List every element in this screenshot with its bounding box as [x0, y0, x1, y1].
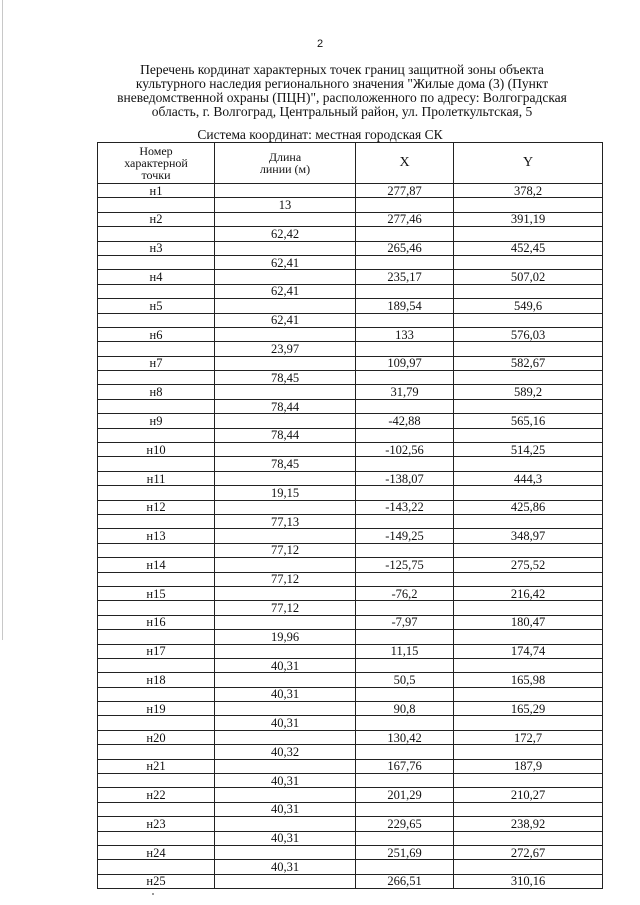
- x-coordinate-cell: [356, 399, 454, 413]
- table-row-length: [98, 774, 603, 788]
- point-number-cell: [98, 687, 215, 701]
- x-coordinate-cell: 265,46: [356, 241, 454, 255]
- x-coordinate-cell: -143,22: [356, 500, 454, 514]
- table-row-point: [98, 184, 603, 198]
- line-length-cell: [215, 615, 356, 629]
- y-coordinate-cell: [454, 802, 603, 816]
- table-row-point: [98, 471, 603, 485]
- x-coordinate-cell: -7,97: [356, 615, 454, 629]
- line-length-cell: [215, 730, 356, 744]
- line-length-cell: 62,42: [215, 227, 356, 241]
- point-number-cell: [98, 399, 215, 413]
- point-number-cell: [98, 514, 215, 528]
- table-row-length: [98, 313, 603, 327]
- point-number-cell: н11: [98, 471, 215, 485]
- x-coordinate-cell: [356, 514, 454, 528]
- line-length-cell: [215, 558, 356, 572]
- table-row-length: [98, 457, 603, 471]
- title-line: область, г. Волгоград, Центральный район, ул. Пролеткультская, 5: [151, 104, 533, 119]
- header-point-line: характерной: [124, 156, 188, 170]
- y-coordinate-cell: 275,52: [454, 558, 603, 572]
- table-row-length: [98, 802, 603, 816]
- x-coordinate-cell: [356, 255, 454, 269]
- header-y: Y: [454, 143, 603, 184]
- line-length-cell: [215, 874, 356, 888]
- line-length-cell: [215, 356, 356, 370]
- line-length-cell: [215, 299, 356, 313]
- point-number-cell: н6: [98, 327, 215, 341]
- y-coordinate-cell: 576,03: [454, 327, 603, 341]
- table-row-length: [98, 198, 603, 212]
- table-row-length: [98, 342, 603, 356]
- y-coordinate-cell: 582,67: [454, 356, 603, 370]
- line-length-cell: [215, 385, 356, 399]
- point-number-cell: н2: [98, 212, 215, 226]
- line-length-cell: 78,44: [215, 428, 356, 442]
- y-coordinate-cell: [454, 284, 603, 298]
- table-row-point: [98, 615, 603, 629]
- y-coordinate-cell: [454, 371, 603, 385]
- point-number-cell: н5: [98, 299, 215, 313]
- point-number-cell: [98, 428, 215, 442]
- table-row-length: [98, 543, 603, 557]
- y-coordinate-cell: [454, 514, 603, 528]
- y-coordinate-cell: [454, 745, 603, 759]
- y-coordinate-cell: 174,74: [454, 644, 603, 658]
- point-number-cell: [98, 342, 215, 356]
- point-number-cell: н21: [98, 759, 215, 773]
- line-length-cell: [215, 644, 356, 658]
- header-x: X: [356, 143, 454, 184]
- y-coordinate-cell: [454, 831, 603, 845]
- x-coordinate-cell: 130,42: [356, 730, 454, 744]
- y-coordinate-cell: 348,97: [454, 529, 603, 543]
- line-length-cell: 62,41: [215, 313, 356, 327]
- line-length-cell: [215, 702, 356, 716]
- y-coordinate-cell: [454, 313, 603, 327]
- x-coordinate-cell: [356, 371, 454, 385]
- x-coordinate-cell: [356, 342, 454, 356]
- point-number-cell: н7: [98, 356, 215, 370]
- point-number-cell: н15: [98, 586, 215, 600]
- x-coordinate-cell: [356, 745, 454, 759]
- point-number-cell: [98, 802, 215, 816]
- point-number-cell: [98, 227, 215, 241]
- table-row-point: [98, 730, 603, 744]
- y-coordinate-cell: 310,16: [454, 874, 603, 888]
- line-length-cell: 40,31: [215, 802, 356, 816]
- point-number-cell: [98, 371, 215, 385]
- title-line: вневедомственной охраны (ПЦН)", расположенного по адресу: Волгоградская: [117, 90, 567, 105]
- line-length-cell: [215, 270, 356, 284]
- table-row-length: [98, 831, 603, 845]
- title-line: Перечень кординат характерных точек границ защитной зоны объекта: [140, 62, 544, 77]
- table-row-length: [98, 486, 603, 500]
- table-row-length: [98, 658, 603, 672]
- line-length-cell: [215, 241, 356, 255]
- line-length-cell: [215, 327, 356, 341]
- x-coordinate-cell: -42,88: [356, 414, 454, 428]
- table-header-row: [98, 143, 603, 184]
- line-length-cell: [215, 443, 356, 457]
- y-coordinate-cell: 165,98: [454, 673, 603, 687]
- y-coordinate-cell: [454, 428, 603, 442]
- x-coordinate-cell: -149,25: [356, 529, 454, 543]
- x-coordinate-cell: [356, 284, 454, 298]
- table-row-point: [98, 845, 603, 859]
- line-length-cell: 77,13: [215, 514, 356, 528]
- x-coordinate-cell: [356, 802, 454, 816]
- x-coordinate-cell: -138,07: [356, 471, 454, 485]
- point-number-cell: н18: [98, 673, 215, 687]
- line-length-cell: 40,31: [215, 687, 356, 701]
- header-point-line: Номер: [139, 144, 173, 158]
- point-number-cell: [98, 572, 215, 586]
- y-coordinate-cell: 187,9: [454, 759, 603, 773]
- header-point-number: [98, 143, 215, 184]
- x-coordinate-cell: [356, 658, 454, 672]
- point-number-cell: н12: [98, 500, 215, 514]
- point-number-cell: н4: [98, 270, 215, 284]
- point-number-cell: [98, 716, 215, 730]
- table-row-point: [98, 443, 603, 457]
- header-point-line: точки: [141, 168, 171, 182]
- point-number-cell: [98, 486, 215, 500]
- line-length-cell: [215, 673, 356, 687]
- table-row-length: [98, 630, 603, 644]
- x-coordinate-cell: 90,8: [356, 702, 454, 716]
- point-number-cell: н14: [98, 558, 215, 572]
- title-line: культурного наследия регионального значения "Жилые дома (3) (Пункт: [135, 76, 549, 91]
- x-coordinate-cell: [356, 831, 454, 845]
- table-row-point: [98, 327, 603, 341]
- x-coordinate-cell: 189,54: [356, 299, 454, 313]
- table-row-length: [98, 514, 603, 528]
- x-coordinate-cell: [356, 630, 454, 644]
- x-coordinate-cell: [356, 543, 454, 557]
- line-length-cell: 78,44: [215, 399, 356, 413]
- point-number-cell: н24: [98, 845, 215, 859]
- line-length-cell: 40,32: [215, 745, 356, 759]
- line-length-cell: 40,31: [215, 831, 356, 845]
- table-row-point: [98, 299, 603, 313]
- line-length-cell: [215, 759, 356, 773]
- x-coordinate-cell: [356, 687, 454, 701]
- y-coordinate-cell: [454, 774, 603, 788]
- x-coordinate-cell: -76,2: [356, 586, 454, 600]
- point-number-cell: [98, 198, 215, 212]
- y-coordinate-cell: [454, 543, 603, 557]
- y-coordinate-cell: [454, 227, 603, 241]
- header-length-line: Длина: [268, 150, 302, 164]
- table-row-point: [98, 644, 603, 658]
- point-number-cell: [98, 313, 215, 327]
- y-coordinate-cell: 210,27: [454, 788, 603, 802]
- y-coordinate-cell: [454, 716, 603, 730]
- point-number-cell: [98, 658, 215, 672]
- line-length-cell: [215, 845, 356, 859]
- point-number-cell: н1: [98, 184, 215, 198]
- table-row-point: [98, 414, 603, 428]
- line-length-cell: 40,31: [215, 658, 356, 672]
- y-coordinate-cell: 172,7: [454, 730, 603, 744]
- table-row-point: [98, 500, 603, 514]
- x-coordinate-cell: [356, 428, 454, 442]
- point-number-cell: н13: [98, 529, 215, 543]
- line-length-cell: [215, 586, 356, 600]
- coordinates-table: [97, 142, 603, 889]
- header-length-line: линии (м): [259, 162, 311, 176]
- x-coordinate-cell: [356, 572, 454, 586]
- y-coordinate-cell: 180,47: [454, 615, 603, 629]
- table-row-point: [98, 212, 603, 226]
- table-row-point: [98, 529, 603, 543]
- point-number-cell: [98, 745, 215, 759]
- header-line-length: [215, 143, 356, 184]
- table-row-length: [98, 227, 603, 241]
- line-length-cell: [215, 817, 356, 831]
- x-coordinate-cell: [356, 860, 454, 874]
- line-length-cell: [215, 414, 356, 428]
- table-row-length: [98, 284, 603, 298]
- line-length-cell: 40,31: [215, 860, 356, 874]
- table-row-point: [98, 241, 603, 255]
- scan-edge: [2, 0, 3, 640]
- table-row-point: [98, 558, 603, 572]
- y-coordinate-cell: 514,25: [454, 443, 603, 457]
- line-length-cell: [215, 184, 356, 198]
- table-row-point: [98, 788, 603, 802]
- x-coordinate-cell: [356, 313, 454, 327]
- line-length-cell: 19,96: [215, 630, 356, 644]
- y-coordinate-cell: 238,92: [454, 817, 603, 831]
- line-length-cell: [215, 471, 356, 485]
- y-coordinate-cell: 507,02: [454, 270, 603, 284]
- table-row-length: [98, 601, 603, 615]
- y-coordinate-cell: [454, 658, 603, 672]
- x-coordinate-cell: 266,51: [356, 874, 454, 888]
- point-number-cell: н17: [98, 644, 215, 658]
- table-row-point: [98, 702, 603, 716]
- coordinate-system-label: Система координат: местная городская СК: [197, 127, 443, 142]
- x-coordinate-cell: 229,65: [356, 817, 454, 831]
- y-coordinate-cell: [454, 601, 603, 615]
- y-coordinate-cell: [454, 399, 603, 413]
- line-length-cell: 77,12: [215, 601, 356, 615]
- y-coordinate-cell: 272,67: [454, 845, 603, 859]
- x-coordinate-cell: 235,17: [356, 270, 454, 284]
- table-row-length: [98, 745, 603, 759]
- y-coordinate-cell: [454, 860, 603, 874]
- x-coordinate-cell: -125,75: [356, 558, 454, 572]
- x-coordinate-cell: [356, 601, 454, 615]
- table-row-length: [98, 572, 603, 586]
- table-row-length: [98, 687, 603, 701]
- point-number-cell: н9: [98, 414, 215, 428]
- x-coordinate-cell: 31,79: [356, 385, 454, 399]
- y-coordinate-cell: 589,2: [454, 385, 603, 399]
- line-length-cell: 23,97: [215, 342, 356, 356]
- y-coordinate-cell: 391,19: [454, 212, 603, 226]
- y-coordinate-cell: [454, 687, 603, 701]
- point-number-cell: н23: [98, 817, 215, 831]
- x-coordinate-cell: [356, 198, 454, 212]
- line-length-cell: 78,45: [215, 371, 356, 385]
- table-row-length: [98, 255, 603, 269]
- x-coordinate-cell: 50,5: [356, 673, 454, 687]
- point-number-cell: [98, 255, 215, 269]
- table-row-length: [98, 716, 603, 730]
- line-length-cell: 78,45: [215, 457, 356, 471]
- x-coordinate-cell: 167,76: [356, 759, 454, 773]
- line-length-cell: 62,41: [215, 284, 356, 298]
- y-coordinate-cell: 165,29: [454, 702, 603, 716]
- table-row-length: [98, 860, 603, 874]
- table-row-point: [98, 673, 603, 687]
- table-row-point: [98, 356, 603, 370]
- y-coordinate-cell: 444,3: [454, 471, 603, 485]
- x-coordinate-cell: 201,29: [356, 788, 454, 802]
- point-number-cell: [98, 860, 215, 874]
- line-length-cell: [215, 212, 356, 226]
- scan-speck: [152, 893, 154, 895]
- table-row-point: [98, 759, 603, 773]
- point-number-cell: н22: [98, 788, 215, 802]
- x-coordinate-cell: 277,87: [356, 184, 454, 198]
- point-number-cell: н3: [98, 241, 215, 255]
- line-length-cell: 40,31: [215, 716, 356, 730]
- point-number-cell: [98, 601, 215, 615]
- line-length-cell: 77,12: [215, 543, 356, 557]
- y-coordinate-cell: 378,2: [454, 184, 603, 198]
- point-number-cell: н16: [98, 615, 215, 629]
- x-coordinate-cell: [356, 227, 454, 241]
- x-coordinate-cell: 11,15: [356, 644, 454, 658]
- x-coordinate-cell: 109,97: [356, 356, 454, 370]
- y-coordinate-cell: 565,16: [454, 414, 603, 428]
- point-number-cell: [98, 774, 215, 788]
- y-coordinate-cell: 549,6: [454, 299, 603, 313]
- point-number-cell: [98, 543, 215, 557]
- y-coordinate-cell: [454, 198, 603, 212]
- y-coordinate-cell: 216,42: [454, 586, 603, 600]
- point-number-cell: н8: [98, 385, 215, 399]
- line-length-cell: [215, 500, 356, 514]
- point-number-cell: [98, 457, 215, 471]
- table-body: [98, 184, 603, 889]
- point-number-cell: н20: [98, 730, 215, 744]
- y-coordinate-cell: [454, 342, 603, 356]
- point-number-cell: [98, 831, 215, 845]
- line-length-cell: [215, 788, 356, 802]
- table-row-point: [98, 874, 603, 888]
- table-row-point: [98, 817, 603, 831]
- line-length-cell: [215, 529, 356, 543]
- line-length-cell: 13: [215, 198, 356, 212]
- line-length-cell: 19,15: [215, 486, 356, 500]
- x-coordinate-cell: -102,56: [356, 443, 454, 457]
- line-length-cell: 40,31: [215, 774, 356, 788]
- table-row-length: [98, 371, 603, 385]
- y-coordinate-cell: [454, 572, 603, 586]
- x-coordinate-cell: 133: [356, 327, 454, 341]
- y-coordinate-cell: [454, 457, 603, 471]
- point-number-cell: н25: [98, 874, 215, 888]
- y-coordinate-cell: 425,86: [454, 500, 603, 514]
- x-coordinate-cell: [356, 486, 454, 500]
- line-length-cell: 62,41: [215, 255, 356, 269]
- document-title: [72, 63, 612, 119]
- table-row-length: [98, 399, 603, 413]
- x-coordinate-cell: [356, 457, 454, 471]
- x-coordinate-cell: [356, 716, 454, 730]
- line-length-cell: 77,12: [215, 572, 356, 586]
- table-row-point: [98, 385, 603, 399]
- y-coordinate-cell: [454, 630, 603, 644]
- x-coordinate-cell: 251,69: [356, 845, 454, 859]
- y-coordinate-cell: [454, 255, 603, 269]
- point-number-cell: н19: [98, 702, 215, 716]
- point-number-cell: [98, 284, 215, 298]
- point-number-cell: [98, 630, 215, 644]
- table-row-length: [98, 428, 603, 442]
- point-number-cell: н10: [98, 443, 215, 457]
- y-coordinate-cell: [454, 486, 603, 500]
- table-row-point: [98, 586, 603, 600]
- x-coordinate-cell: 277,46: [356, 212, 454, 226]
- y-coordinate-cell: 452,45: [454, 241, 603, 255]
- page-number: 2: [316, 38, 324, 50]
- x-coordinate-cell: [356, 774, 454, 788]
- table-row-point: [98, 270, 603, 284]
